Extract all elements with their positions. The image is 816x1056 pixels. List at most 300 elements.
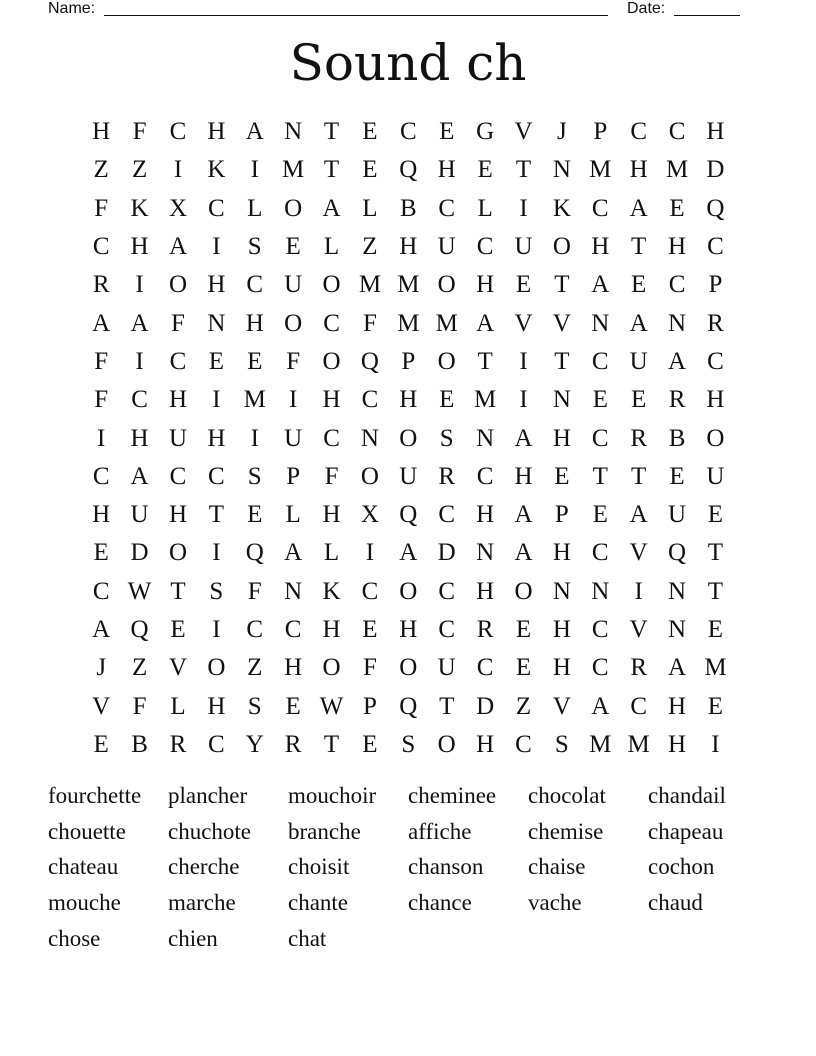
grid-letter: D [437,539,456,567]
grid-letter: T [323,118,340,146]
grid-letter: U [130,501,149,529]
grid-letter: E [362,118,378,146]
grid-letter: B [399,194,417,222]
grid-letter: O [399,424,418,452]
grid-letter: E [285,692,301,720]
grid-letter: C [591,616,609,643]
grid-letter: H [284,654,303,682]
grid-letter: M [473,386,497,414]
grid-letter: R [668,386,686,414]
grid-letter: T [208,501,224,529]
grid-letter: H [591,233,610,261]
grid-letter: E [631,271,647,299]
grid-letter: I [135,271,144,299]
grid-letter: H [706,118,725,146]
grid-letter: E [707,501,724,529]
grid-letter: W [319,692,344,720]
grid-letter: S [247,462,262,490]
grid-letter: C [246,271,264,299]
grid-letter: A [629,309,648,337]
grid-letter: L [362,194,378,222]
grid-letter: C [92,462,110,490]
grid-letter: Q [130,616,149,643]
grid-letter: I [212,616,221,643]
grid-letter: R [630,424,647,452]
grid-letter: M [704,654,727,682]
word-list-item: cherche [168,854,240,880]
grid-letter: H [476,730,495,758]
grid-letter: F [132,118,147,146]
grid-letter: S [401,730,416,758]
grid-letter: T [439,692,455,720]
grid-letter: A [591,271,610,299]
grid-letter: H [399,616,418,643]
grid-letter: A [245,118,264,146]
grid-letter: C [438,501,456,529]
grid-letter: L [247,194,263,222]
grid-letter: Y [245,730,264,758]
word-list-item: chat [288,925,327,951]
grid-letter: H [399,386,418,414]
grid-letter: N [668,309,687,337]
word-list-item: mouchoir [288,782,377,808]
grid-letter: O [514,577,533,605]
grid-letter: I [519,194,528,222]
grid-letter: L [323,233,340,261]
grid-letter: H [629,156,648,184]
word-list-item: marche [168,889,236,915]
grid-letter: I [212,233,221,261]
grid-letter: T [554,347,570,375]
word-list-item: chanson [408,854,484,880]
grid-letter: H [168,501,187,529]
grid-letter: E [592,501,608,529]
grid-letter: Q [399,692,418,720]
grid-letter: C [438,616,456,643]
grid-letter: X [168,194,187,222]
grid-letter: Z [131,654,148,682]
grid-letter: I [288,386,298,414]
grid-letter: R [92,271,110,299]
grid-letter: T [515,156,532,184]
grid-letter: H [207,271,226,299]
grid-letter: H [514,462,533,490]
grid-letter: U [399,462,418,490]
grid-letter: V [514,118,533,146]
grid-letter: C [361,577,379,605]
grid-letter: V [92,692,111,720]
grid-letter: C [668,118,686,146]
grid-letter: I [97,424,106,452]
grid-letter: O [322,654,341,682]
grid-letter: M [397,271,420,299]
grid-letter: H [476,577,495,605]
grid-letter: C [169,462,187,490]
grid-letter: F [171,309,185,337]
grid-letter: J [557,118,567,146]
grid-letter: C [591,539,609,567]
grid-letter: C [208,730,225,758]
grid-letter: H [476,271,495,299]
grid-letter: C [208,462,225,490]
name-label: Name: [48,0,96,17]
grid-letter: V [552,692,571,720]
grid-letter: T [631,462,647,490]
grid-letter: J [96,654,107,682]
grid-letter: E [477,156,493,184]
grid-letter: P [554,501,569,529]
grid-letter: B [131,730,148,758]
grid-letter: R [284,730,302,758]
grid-letter: N [591,577,610,605]
grid-letter: H [245,309,264,337]
grid-letter: A [130,462,149,490]
grid-letter: K [130,194,149,222]
grid-letter: O [284,309,303,337]
grid-letter: T [631,233,647,261]
grid-letter: R [169,730,187,758]
grid-letter: E [93,539,109,567]
grid-letter: F [362,309,377,337]
grid-letter: H [668,730,687,758]
grid-letter: F [94,194,109,222]
grid-letter: U [514,233,533,261]
grid-letter: H [130,424,149,452]
grid-letter: L [477,194,493,222]
grid-letter: T [477,347,493,375]
grid-letter: H [552,539,571,567]
word-list-item: cochon [648,854,715,880]
date-line[interactable] [674,15,740,16]
grid-letter: A [284,539,303,567]
letter-grid [82,113,735,764]
grid-letter: E [631,386,647,414]
word-list-item: fourchette [48,782,142,808]
grid-letter: E [515,271,532,299]
grid-letter: P [362,692,377,720]
grid-letter: H [552,424,571,452]
grid-letter: M [358,271,382,299]
grid-letter: I [135,347,144,375]
grid-letter: K [322,577,341,605]
grid-letter: O [284,194,303,222]
grid-letter: C [707,347,724,375]
grid-letter: O [360,462,379,490]
word-list-item: vache [528,889,582,915]
grid-letter: O [552,233,571,261]
grid-letter: H [322,501,341,529]
grid-letter: E [285,233,301,261]
grid-letter: C [515,730,532,758]
word-list-item: mouche [48,889,121,915]
grid-letter: C [438,194,456,222]
word-list-item: chaud [648,889,703,915]
grid-letter: P [401,347,416,375]
word-list-item: chien [168,925,218,951]
grid-letter: E [439,386,455,414]
grid-letter: A [399,539,418,567]
grid-letter: H [322,616,341,643]
grid-letter: C [92,233,110,261]
grid-letter: E [669,194,685,222]
grid-letter: G [476,118,495,146]
word-list-item: chante [288,889,349,915]
grid-letter: L [285,501,301,529]
word-list-item: branche [288,818,361,844]
grid-letter: T [707,577,724,605]
grid-letter: E [247,347,263,375]
grid-letter: H [476,501,495,529]
grid-letter: L [323,539,340,567]
grid-letter: C [169,347,187,375]
grid-letter: P [708,271,723,299]
grid-letter: F [94,386,109,414]
grid-letter: C [361,386,379,414]
grid-letter: H [706,386,725,414]
grid-letter: O [207,654,226,682]
word-list-item: chaise [528,854,586,880]
grid-letter: C [476,233,494,261]
grid-letter: E [93,730,109,758]
grid-letter: Q [245,539,264,567]
grid-letter: H [437,156,456,184]
grid-letter: Q [399,501,418,529]
word-list-item: chance [408,889,472,915]
grid-letter: E [669,462,685,490]
grid-letter: Z [515,692,532,720]
grid-letter: E [439,118,455,146]
grid-letter: M [665,156,689,184]
grid-letter: O [168,539,187,567]
word-list-item: choisit [288,854,350,880]
grid-letter: V [514,309,533,337]
grid-letter: L [170,692,186,720]
grid-letter: C [707,233,724,261]
grid-letter: V [552,309,571,337]
grid-letter: A [92,309,111,337]
grid-letter: Z [93,156,109,184]
grid-letter: S [247,233,262,261]
grid-letter: N [284,577,303,605]
grid-letter: U [668,501,687,529]
grid-letter: O [322,271,341,299]
grid-letter: O [437,730,456,758]
grid-letter: A [514,539,533,567]
grid-letter: M [627,730,650,758]
grid-letter: C [630,692,647,720]
grid-letter: C [591,654,609,682]
grid-letter: I [250,424,259,452]
grid-letter: H [668,692,687,720]
grid-letter: T [592,462,608,490]
grid-letter: C [131,386,148,414]
grid-letter: B [668,424,686,452]
grid-letter: O [399,654,418,682]
grid-letter: F [286,347,301,375]
grid-letter: A [322,194,341,222]
grid-letter: C [591,347,609,375]
grid-letter: H [322,386,341,414]
grid-letter: O [706,424,725,452]
grid-letter: E [515,654,532,682]
name-line[interactable] [104,15,608,16]
grid-letter: N [360,424,379,452]
grid-letter: U [168,424,187,452]
grid-letter: I [212,386,221,414]
grid-letter: N [476,424,495,452]
grid-letter: E [707,616,724,643]
grid-letter: N [476,539,495,567]
grid-letter: A [591,692,610,720]
grid-letter: U [437,654,456,682]
grid-letter: C [630,118,647,146]
grid-letter: M [243,386,266,414]
grid-letter: I [212,539,221,567]
word-list-item: chose [48,925,101,951]
grid-letter: H [130,233,149,261]
grid-letter: U [284,424,303,452]
grid-letter: C [476,654,494,682]
grid-letter: Z [247,654,263,682]
grid-letter: T [707,539,724,567]
grid-letter: U [629,347,648,375]
grid-letter: I [365,539,375,567]
grid-letter: U [437,233,456,261]
word-list-item: chemise [528,818,604,844]
word-list-item: chateau [48,854,119,880]
grid-letter: E [362,156,378,184]
grid-letter: N [591,309,610,337]
grid-letter: D [476,692,495,720]
date-label: Date: [627,0,666,17]
grid-letter: N [284,118,303,146]
grid-letter: K [552,194,571,222]
grid-letter: H [552,616,571,643]
header [48,0,748,20]
grid-letter: C [591,194,609,222]
grid-letter: Q [706,194,725,222]
grid-letter: N [552,386,571,414]
word-list-item: plancher [168,782,248,808]
grid-letter: R [630,654,647,682]
grid-letter: C [438,577,456,605]
grid-letter: I [173,156,183,184]
grid-letter: H [399,233,418,261]
grid-letter: T [323,730,340,758]
grid-letter: S [209,577,224,605]
grid-letter: M [282,156,305,184]
grid-letter: Q [668,539,687,567]
grid-letter: E [515,616,532,643]
grid-letter: U [706,462,725,490]
grid-letter: V [629,616,648,643]
grid-letter: C [668,271,686,299]
grid-letter: R [438,462,456,490]
grid-letter: D [130,539,149,567]
grid-letter: I [634,577,643,605]
word-list-item: chouette [48,818,126,844]
grid-letter: M [397,309,420,337]
grid-letter: E [247,501,263,529]
grid-letter: H [668,233,687,261]
grid-letter: F [132,692,147,720]
grid-letter: C [246,616,264,643]
grid-letter: Q [399,156,418,184]
grid-letter: R [707,309,724,337]
grid-letter: A [168,233,187,261]
grid-letter: O [437,271,456,299]
grid-letter: C [323,424,340,452]
grid-letter: F [324,462,339,490]
grid-letter: I [711,730,720,758]
grid-letter: C [591,424,609,452]
grid-letter: N [668,616,687,643]
grid-letter: V [168,654,187,682]
grid-letter: W [127,577,152,605]
grid-letter: E [592,386,608,414]
grid-letter: A [92,616,111,643]
grid-letter: A [668,347,687,375]
grid-letter: E [208,347,224,375]
grid-letter: I [519,386,528,414]
word-list-item: chapeau [648,818,724,844]
grid-letter: U [284,271,303,299]
grid-letter: T [170,577,186,605]
grid-letter: F [94,347,109,375]
grid-letter: A [514,424,533,452]
grid-letter: S [439,424,454,452]
grid-letter: C [399,118,417,146]
grid-letter: C [323,309,340,337]
grid-letter: R [476,616,494,643]
grid-letter: M [589,730,612,758]
grid-letter: Z [131,156,148,184]
grid-letter: A [476,309,495,337]
grid-letter: M [435,309,458,337]
grid-letter: E [362,730,378,758]
grid-letter: N [552,577,571,605]
grid-letter: K [207,156,226,184]
grid-letter: P [593,118,608,146]
grid-letter: O [399,577,418,605]
grid-letter: H [92,501,111,529]
grid-letter: C [92,577,110,605]
grid-letter: Z [362,233,378,261]
grid-letter: Q [360,347,379,375]
grid-letter: D [706,156,725,184]
grid-letter: A [629,501,648,529]
grid-letter: I [250,156,259,184]
grid-letter: C [208,194,225,222]
word-list-item: chandail [648,782,726,808]
word-list-item: chocolat [528,782,606,808]
grid-letter: E [707,692,724,720]
grid-letter: H [92,118,111,146]
grid-letter: E [554,462,570,490]
grid-letter: H [207,692,226,720]
grid-letter: O [322,347,341,375]
page-title: Sound ch [289,34,527,92]
grid-letter: M [589,156,612,184]
grid-letter: C [284,616,302,643]
grid-letter: F [362,654,377,682]
grid-letter: A [130,309,149,337]
grid-letter: H [207,118,226,146]
grid-letter: T [323,156,340,184]
grid-letter: A [668,654,687,682]
grid-letter: F [247,577,262,605]
grid-letter: C [169,118,187,146]
